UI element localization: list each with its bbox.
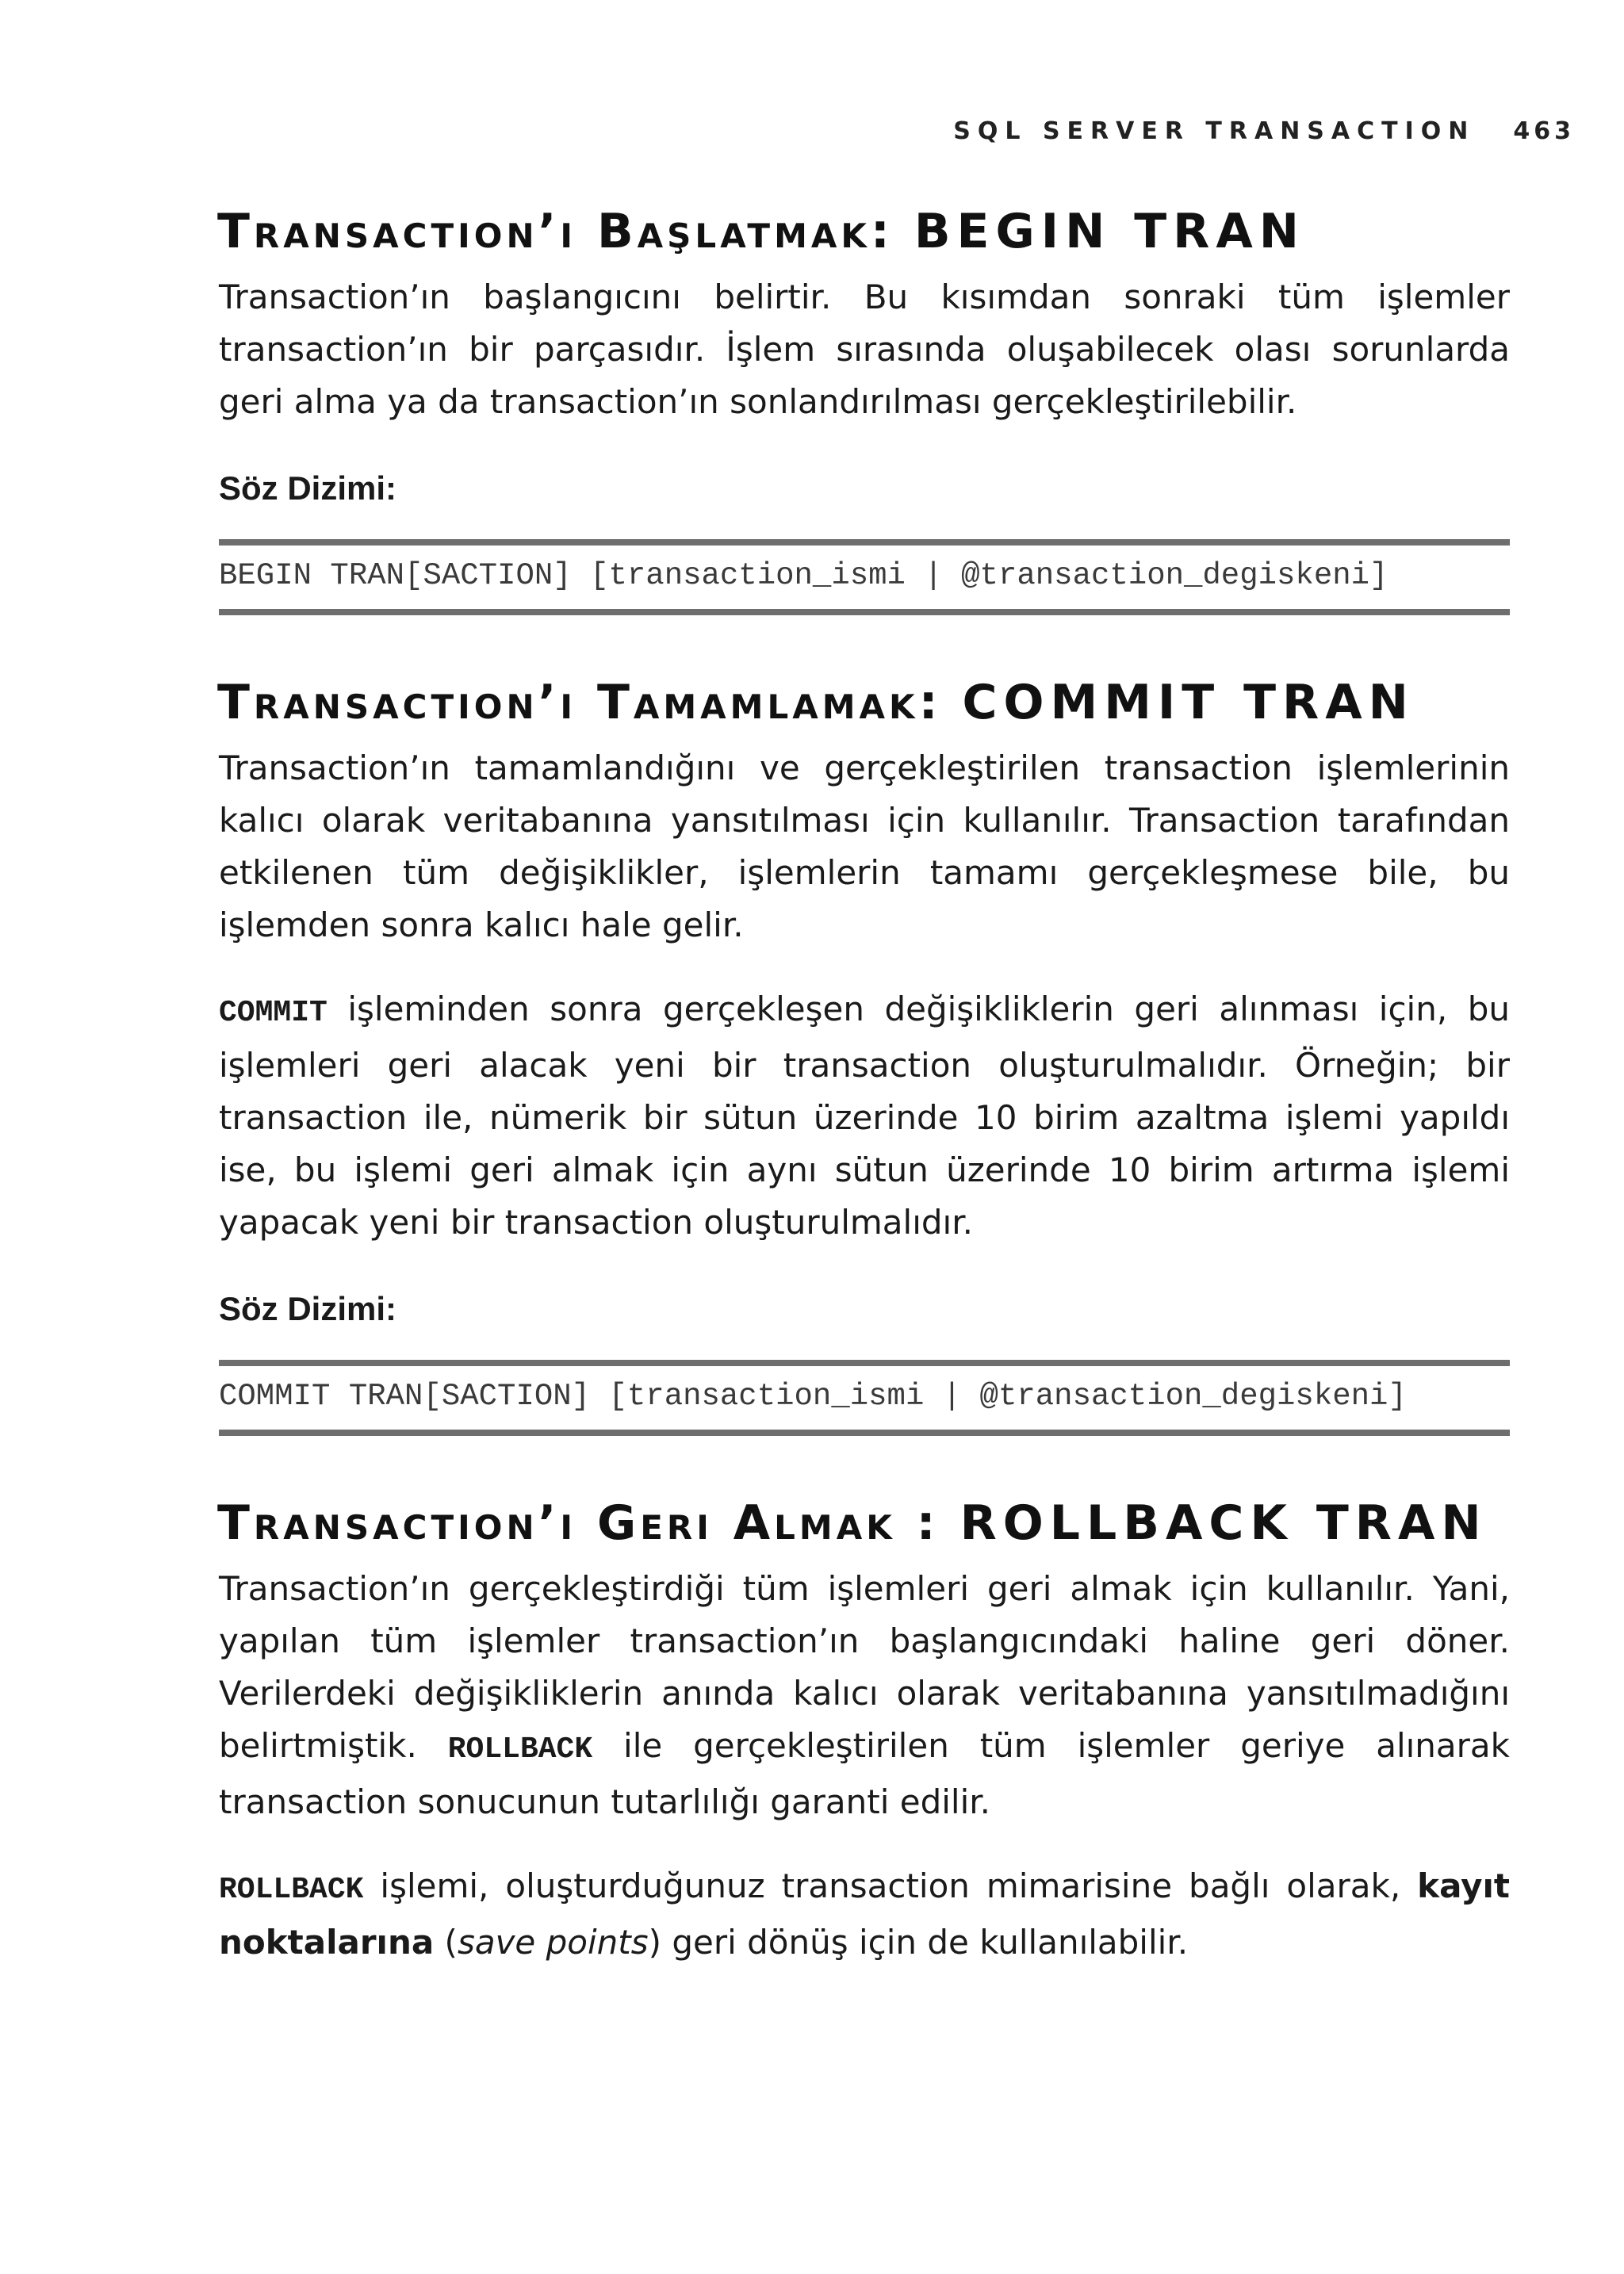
paragraph-text: ) geri dönüş için de kullanılabilir. bbox=[648, 1923, 1189, 1962]
italic-term: save points bbox=[457, 1923, 649, 1962]
heading-prefix: Transaction’ı Tamamlamak: bbox=[217, 675, 942, 730]
inline-code: ROLLBACK bbox=[447, 1732, 593, 1767]
paragraph-text: işleminden sonra gerçekleşen değişikliklerin geri alınması için, bu işlemleri geri alacak yeni bir transaction oluşturulmalıdır. Örneğin; bir transaction ile, nümerik bir sütun üzerinde 10 birim azaltma işlemi yapıldı ise, bu işlemi geri almak için aynı sütun üzerinde 10 birim artırma işlemi yapacak yeni bir transaction oluşturulmalıdır. bbox=[219, 990, 1510, 1242]
section-heading bbox=[217, 671, 1510, 734]
paragraph-text: ile gerçekleştirilen tüm işlemler geriye alınarak transaction sonucunun tutarlılığı garanti edilir. bbox=[219, 1726, 1510, 1821]
inline-code: COMMIT bbox=[219, 996, 327, 1030]
page-number: 463 bbox=[1513, 117, 1575, 145]
syntax-label: Söz Dizimi: bbox=[219, 469, 397, 507]
heading-prefix: Transaction’ı Başlatmak: bbox=[217, 204, 894, 259]
section-begin-tran bbox=[219, 200, 1510, 615]
code-block bbox=[219, 539, 1510, 615]
page-content bbox=[219, 200, 1510, 1969]
running-header bbox=[953, 117, 1575, 145]
paragraph bbox=[219, 1563, 1510, 1828]
inline-code: ROLLBACK bbox=[219, 1873, 364, 1907]
paragraph-text: Transaction’ın gerçekleştirdiği tüm işlemleri geri almak için kullanılır. Yani, yapılan tüm işlemler transaction’ın başlangıcındaki haline geri döner. Verilerdeki değişikliklerin anında kalıcı olarak veritabanına yansıtılmadığını belirtmiştik. bbox=[219, 1569, 1510, 1765]
paragraph: Transaction’ın başlangıcını belirtir. Bu kısımdan sonraki tüm işlemler transaction’ın bir parçasıdır. İşlem sırasında oluşabilecek olası sorunlarda geri alma ya da transaction’ın sonlandırılması gerçekleştirilebilir. bbox=[219, 278, 1510, 421]
heading-keyword: COMMIT TRAN bbox=[962, 675, 1415, 730]
code-line: BEGIN TRAN[SACTION] [transaction_ismi | @transaction_degiskeni] bbox=[219, 558, 1388, 593]
code-block bbox=[219, 1360, 1510, 1436]
section-commit-tran bbox=[219, 671, 1510, 1436]
section-heading bbox=[217, 200, 1510, 263]
section-heading bbox=[217, 1491, 1510, 1555]
paragraph-text: ( bbox=[434, 1923, 458, 1962]
paragraph bbox=[219, 983, 1510, 1249]
section-rollback-tran bbox=[219, 1491, 1510, 1969]
heading-keyword: ROLLBACK TRAN bbox=[959, 1495, 1488, 1551]
paragraph: Transaction’ın tamamlandığını ve gerçekleştirilen transaction işlemlerinin kalıcı olarak veritabanına yansıtılması için kullanılır. Transaction tarafından etkilenen tüm değişiklikler, işlemlerin tamamı gerçekleşmese bile, bu işlemden sonra kalıcı hale gelir. bbox=[219, 748, 1510, 944]
heading-keyword: BEGIN TRAN bbox=[914, 204, 1306, 259]
header-title: SQL SERVER TRANSACTION bbox=[953, 117, 1476, 145]
paragraph bbox=[219, 1860, 1510, 1969]
paragraph-text: işlemi, oluşturduğunuz transaction mimarisine bağlı olarak, bbox=[363, 1866, 1418, 1905]
code-line: COMMIT TRAN[SACTION] [transaction_ismi | @transaction_degiskeni] bbox=[219, 1379, 1407, 1414]
bold-term: kayıt noktalarına bbox=[219, 1866, 1510, 1962]
syntax-label: Söz Dizimi: bbox=[219, 1290, 397, 1327]
heading-prefix: Transaction’ı Geri Almak : bbox=[217, 1495, 940, 1551]
